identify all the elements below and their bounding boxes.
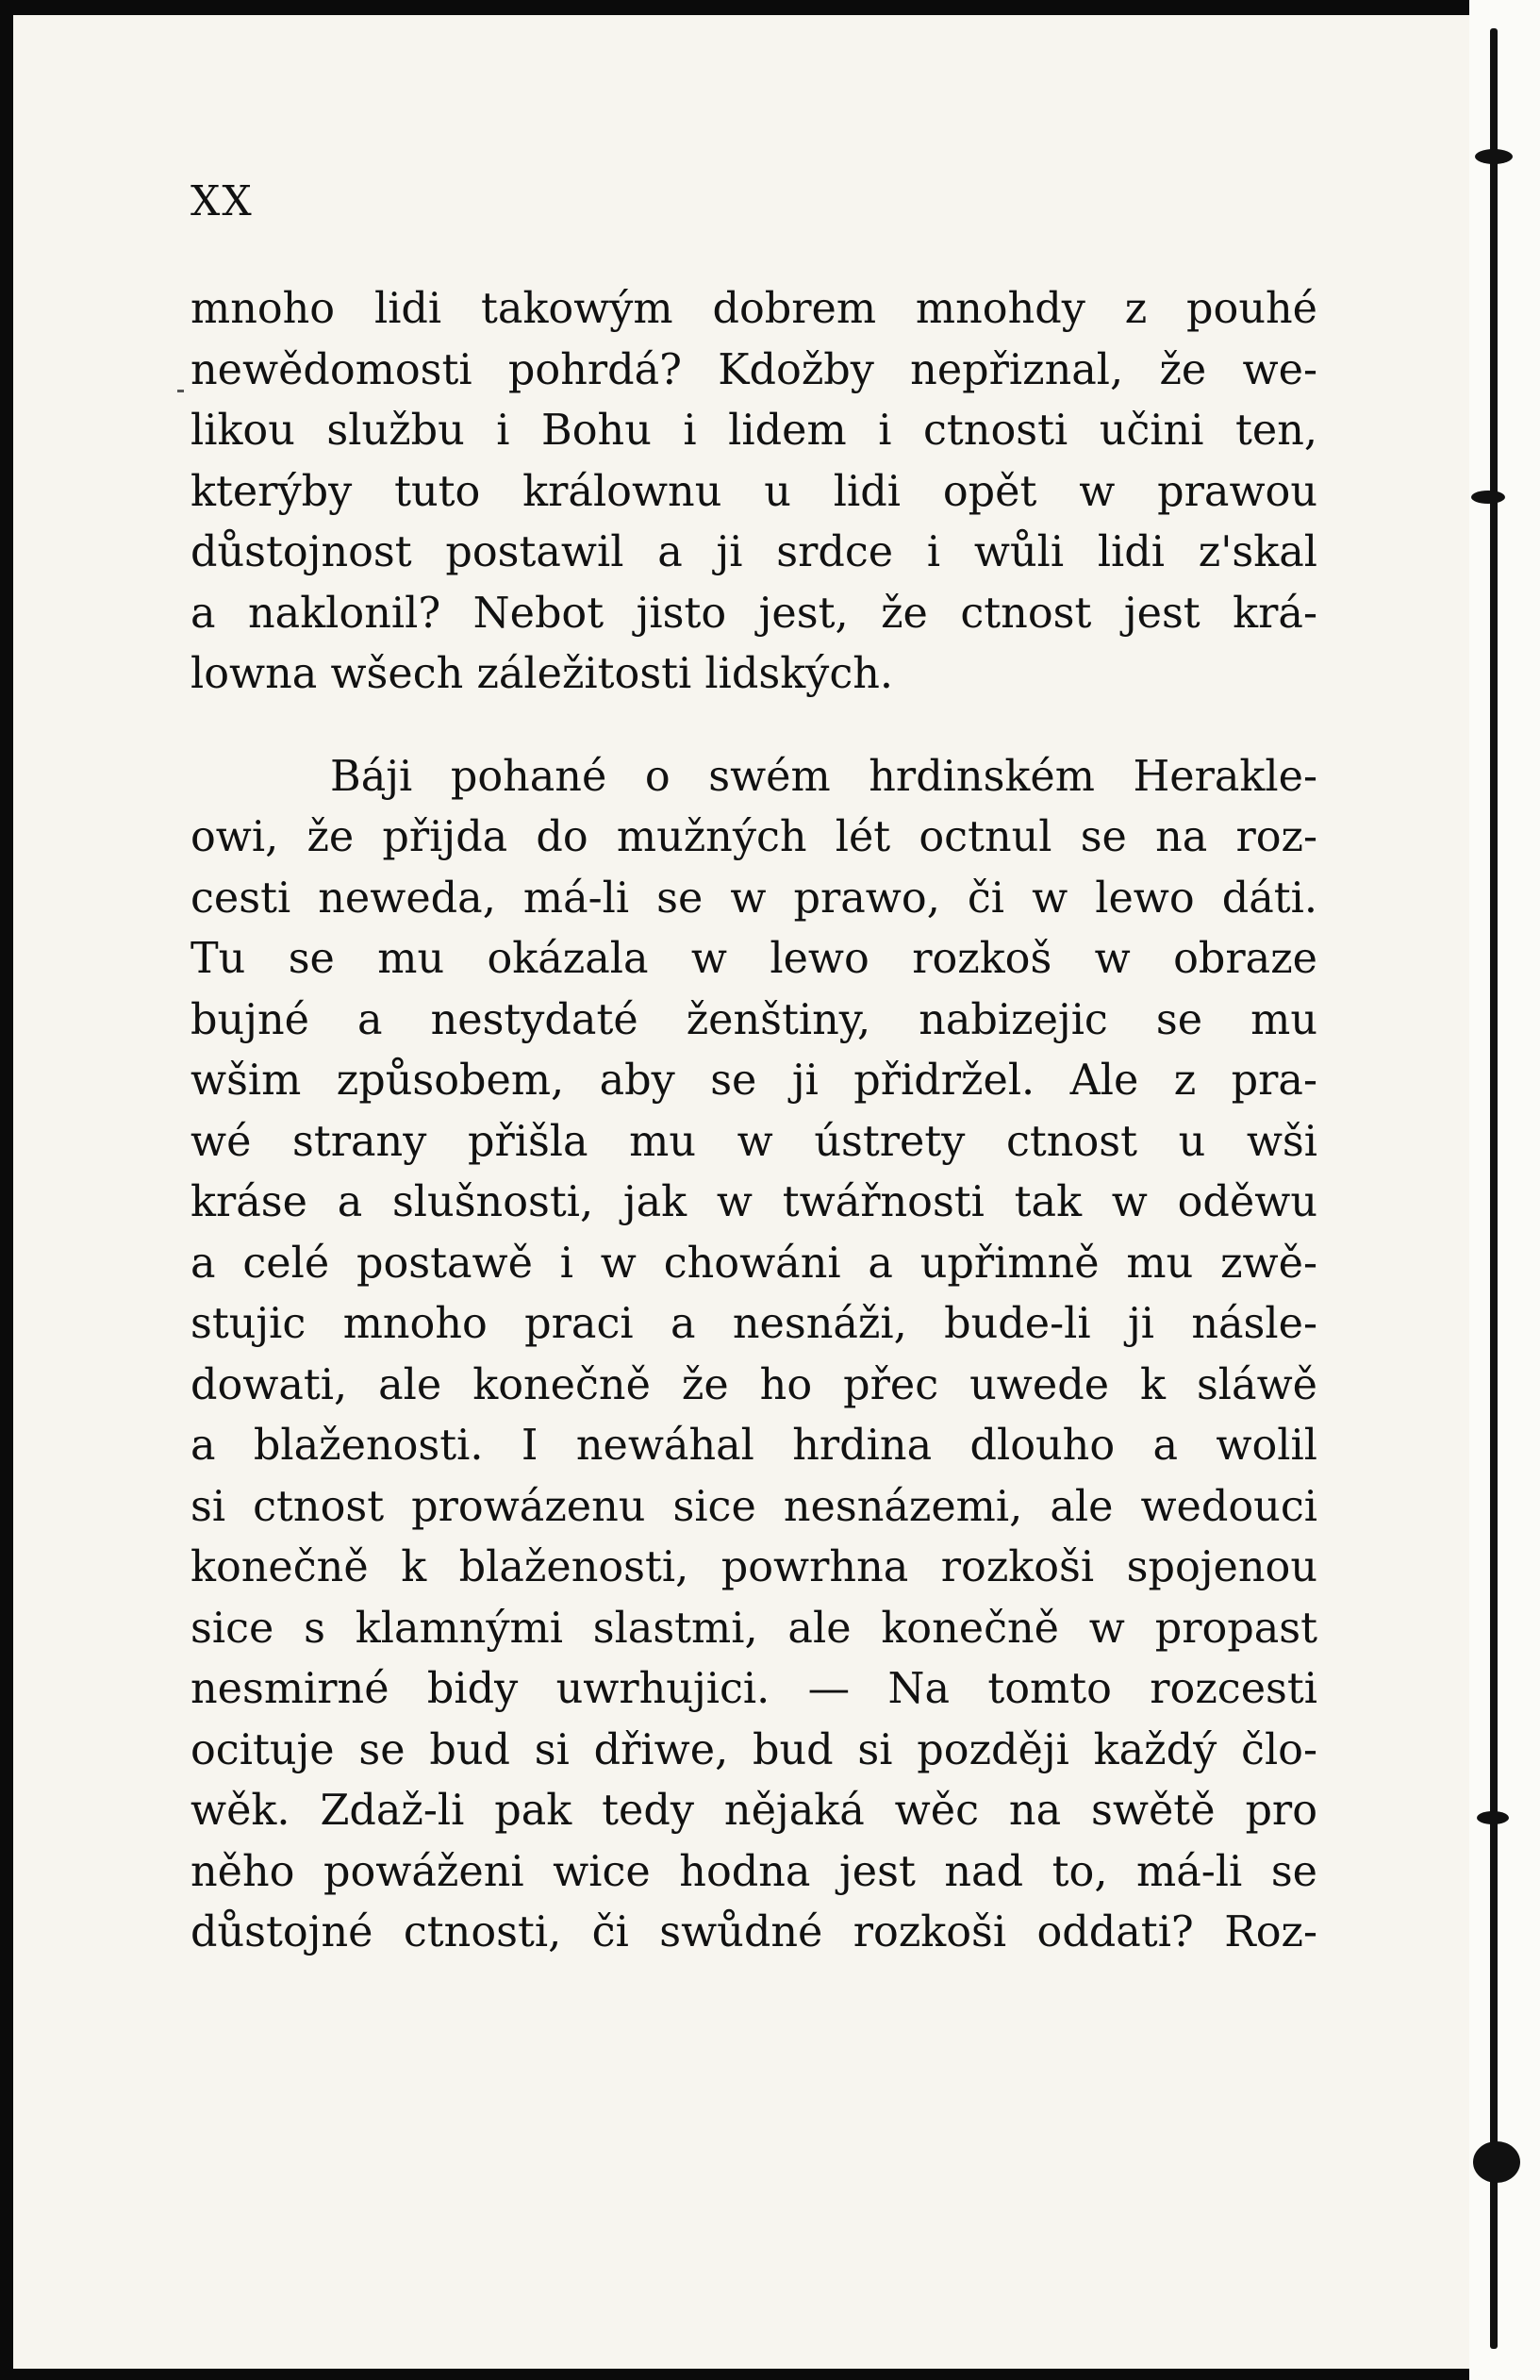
spine-blot-mid xyxy=(1471,491,1505,504)
spine-blot-bottom xyxy=(1473,2141,1520,2183)
page-number: XX xyxy=(190,177,254,225)
text-line: a naklonil? Nebot jisto jest, že ctnost jest krá- xyxy=(190,589,1317,638)
text-line: owi, že přijda do mužných lét octnul se na roz- xyxy=(190,813,1317,861)
text-line: něho powáženi wice hodna jest nad to, má-li se xyxy=(190,1847,1317,1896)
text-line: Tu se mu okázala w lewo rozkoš w obraze xyxy=(190,935,1317,983)
text-line: newědomosti pohrdá? Kdožby nepřiznal, že we- xyxy=(190,345,1317,394)
spine-binding-line xyxy=(1490,28,1498,2349)
text-line: a celé postawě i w chowáni a upřimně mu zwě- xyxy=(190,1239,1317,1288)
spine-blot-low xyxy=(1477,1811,1509,1824)
text-line: cesti neweda, má-li se w prawo, či w lewo dáti. xyxy=(190,874,1317,923)
spine-blot-top xyxy=(1475,149,1513,164)
margin-mark xyxy=(177,390,184,392)
text-line: si ctnost prowázenu sice nesnázemi, ale wedouci xyxy=(190,1482,1317,1531)
text-line: a blaženosti. I newáhal hrdina dlouho a wolil xyxy=(190,1422,1317,1470)
text-line: bujné a nestydaté ženštiny, nabizejic se mu xyxy=(190,995,1317,1044)
text-line: konečně k blaženosti, powrhna rozkoši spojenou xyxy=(190,1543,1317,1591)
text-line: nesmirné bidy uwrhujici. — Na tomto rozcesti xyxy=(190,1665,1317,1713)
text-line: ocituje se bud si dřiwe, bud si později každý člo- xyxy=(190,1725,1317,1774)
text-line: dowati, ale konečně že ho přec uwede k sláwě xyxy=(190,1360,1317,1409)
text-line: stujic mnoho praci a nesnáži, bude-li ji násle- xyxy=(190,1300,1317,1348)
text-line: lowna wšech záležitosti lidských. xyxy=(190,650,894,698)
text-line: důstojné ctnosti, či swůdné rozkoši oddati? Roz- xyxy=(190,1908,1317,1956)
text-line: wěk. Zdaž-li pak tedy nějaká wěc na swětě pro xyxy=(190,1787,1317,1835)
text-line: důstojnost postawil a ji srdce i wůli lidi z'skal xyxy=(190,528,1317,576)
book-spine-edge xyxy=(1469,0,1540,2380)
text-line: kterýby tuto králownu u lidi opět w prawou xyxy=(190,467,1317,516)
text-line: wé strany přišla mu w ústrety ctnost u wši xyxy=(190,1117,1317,1166)
text-line: kráse a slušnosti, jak w twářnosti tak w oděwu xyxy=(190,1178,1317,1226)
body-text xyxy=(190,279,1317,1964)
text-line: likou službu i Bohu i lidem i ctnosti učini ten, xyxy=(190,407,1317,455)
text-line: Báji pohané o swém hrdinském Herakle- xyxy=(330,752,1317,801)
text-line: wšim způsobem, aby se ji přidržel. Ale z pra- xyxy=(190,1057,1317,1105)
paragraph-gap xyxy=(190,706,1317,747)
text-line: mnoho lidi takowým dobrem mnohdy z pouhé xyxy=(190,285,1317,333)
text-line: sice s klamnými slastmi, ale konečně w propast xyxy=(190,1604,1317,1653)
